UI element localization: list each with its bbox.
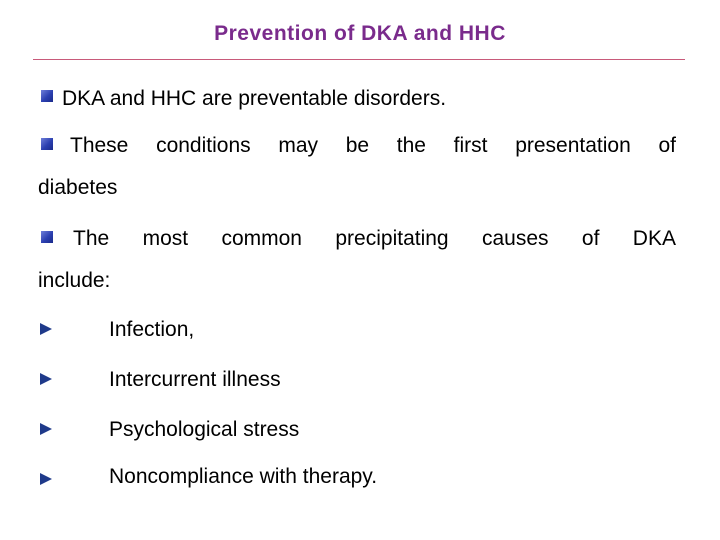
triangle-bullet-icon: [40, 323, 52, 335]
point-3-text-line1: The most common precipitating causes of DKA: [73, 227, 676, 250]
cause-item: Psychological stress: [109, 418, 300, 441]
square-bullet-icon: [41, 231, 53, 243]
square-bullet-icon: [41, 138, 53, 150]
title-divider: [33, 59, 685, 60]
slide-title: Prevention of DKA and HHC: [214, 22, 506, 45]
point-2-text-line1: These conditions may be the first presentation of: [70, 134, 676, 157]
triangle-bullet-icon: [40, 373, 52, 385]
point-3-text-line2: include:: [38, 269, 111, 292]
triangle-bullet-icon: [40, 423, 52, 435]
point-2-text-line2: diabetes: [38, 176, 118, 199]
cause-item: Infection,: [109, 318, 195, 341]
point-1-text: DKA and HHC are preventable disorders.: [62, 87, 447, 110]
triangle-bullet-icon: [40, 473, 52, 485]
cause-item: Intercurrent illness: [109, 368, 281, 391]
cause-item: Noncompliance with therapy.: [109, 465, 378, 488]
square-bullet-icon: [41, 90, 53, 102]
